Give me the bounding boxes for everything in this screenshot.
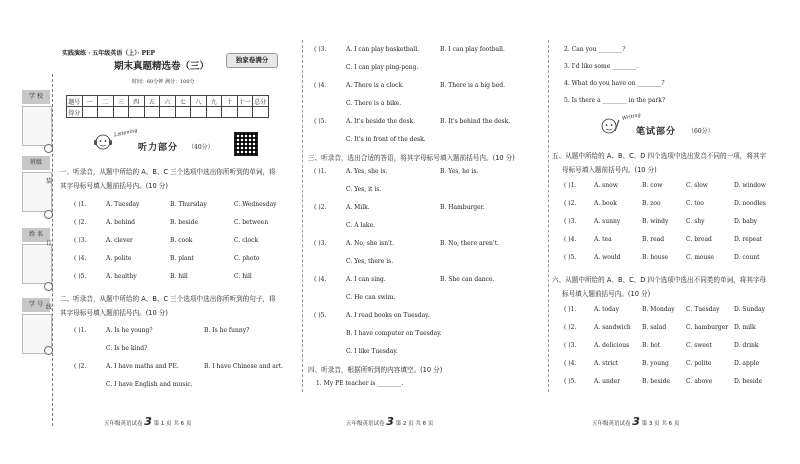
qr-code-icon[interactable]	[234, 132, 258, 156]
option-a: A. I can play basketball.	[346, 46, 420, 53]
option-b: B. I can play football.	[440, 46, 505, 53]
page-footer	[346, 415, 433, 428]
option-c: C. A lake.	[346, 222, 376, 229]
section-1-title: 一、听录音，从题中所给的 A、B、C 三个选项中选出你所听到的单词，将	[60, 168, 276, 176]
question-number[interactable]: ( )2.	[564, 324, 577, 331]
score-cell: 得分	[67, 107, 83, 118]
footer-page: 第 1 页 共 6 页	[153, 421, 192, 427]
option-c: C. clock	[234, 237, 259, 244]
binding-hole	[44, 210, 53, 219]
option-b: B. No, there aren't.	[440, 240, 499, 247]
section-2-title: 二、听录音，从题中所给的 A、B、C 三个选项中选出你所听到的句子，将	[60, 295, 276, 303]
binding-strip	[6, 34, 56, 398]
option-a: A. delicious	[594, 342, 630, 349]
option-b: B. Thursday	[170, 201, 207, 208]
page-footer	[592, 415, 679, 428]
stamp-badge: 独家卷满分	[226, 53, 278, 68]
score-input[interactable]	[113, 107, 129, 118]
writing-mascot-icon	[598, 116, 620, 136]
score-input[interactable]	[175, 107, 191, 118]
question-number[interactable]: ( )5.	[74, 273, 87, 280]
question-number[interactable]: ( )5.	[564, 378, 577, 385]
option-a: A. Tuesday	[106, 201, 140, 208]
score-input[interactable]	[237, 107, 253, 118]
footer-number: 3	[386, 415, 394, 428]
option-c: C. I like Tuesday.	[346, 348, 398, 355]
score-cell: 总分	[253, 96, 269, 107]
footer-label: 五年级英语试卷	[592, 421, 631, 427]
option-c: C. He can swim.	[346, 294, 396, 301]
section-6-title: 六、从题中所给的 A、B、C、D 四个选项中选出不同类的单词，将其字母	[552, 276, 767, 284]
option-a: A. today	[594, 306, 619, 313]
score-cell: 四	[129, 96, 145, 107]
option-b: B. I have computer on Tuesday.	[346, 330, 442, 337]
option-d: D. count	[734, 254, 760, 261]
footer-page: 第 3 页 共 6 页	[641, 421, 680, 427]
question-number[interactable]: ( )5.	[564, 254, 577, 261]
strip-tag: 订	[46, 240, 53, 247]
option-d: D. repeat	[734, 236, 763, 243]
section-5-title: 五、从题中所给的 A、B、C、D 四个选项中选出发音不同的一项，将其字	[552, 152, 767, 160]
fill-blank-question[interactable]: 4. What do you have on ________?	[564, 80, 665, 87]
listening-points: （40分）	[188, 144, 214, 151]
option-c: C. Tuesday	[686, 306, 720, 313]
page-2	[306, 34, 546, 428]
section-2-title-cont: 其字母标号填入题前括号内。(10 分)	[60, 309, 168, 317]
question-number[interactable]: ( )1.	[564, 306, 577, 313]
writing-title: 笔试部分	[636, 127, 677, 137]
section-5-title-cont: 母标号填入题前括号内。(10 分)	[562, 166, 657, 174]
score-cell: 六	[160, 96, 176, 107]
series-header: 实践演练 · 五年级英语（上）· PEP	[62, 50, 156, 57]
option-c: C. Is he kind?	[106, 345, 148, 352]
option-b: B. There is a big bed.	[440, 82, 506, 89]
option-d: D. noodles	[734, 200, 766, 207]
writing-points: （60分）	[688, 128, 714, 135]
listening-mascot-icon	[92, 132, 114, 152]
cut-line	[52, 74, 53, 426]
option-a: A. Is he young?	[106, 327, 153, 334]
option-b: B. Monday	[642, 306, 675, 313]
option-d: D. apple	[734, 360, 760, 367]
question-number[interactable]: ( )1.	[314, 168, 327, 175]
option-a: A. Milk.	[346, 204, 370, 211]
question-number[interactable]: ( )4.	[314, 82, 327, 89]
option-d: D. beside	[734, 378, 763, 385]
question-number[interactable]: ( )3.	[314, 46, 327, 53]
option-c: C. slow	[686, 182, 708, 189]
option-a: A. would	[594, 254, 621, 261]
option-a: A. I can sing.	[346, 276, 386, 283]
score-cell: 十	[222, 96, 238, 107]
page-title: 期末真题精选卷（三）	[114, 61, 210, 72]
footer-page: 第 2 页 共 6 页	[395, 421, 434, 427]
option-d: D. window	[734, 182, 766, 189]
option-b: B. beside	[642, 378, 671, 385]
option-a: A. under	[594, 378, 621, 385]
option-a: A. book	[594, 200, 617, 207]
option-d: D. Sunday	[734, 306, 766, 313]
question-number[interactable]: ( )1.	[74, 327, 87, 334]
option-c: C. polite	[686, 360, 712, 367]
option-b: B. zoo	[642, 200, 661, 207]
score-input[interactable]	[222, 107, 238, 118]
option-c: C. Wednesday	[234, 201, 277, 208]
option-c: C. photo	[234, 255, 260, 262]
strip-tag: 线	[46, 304, 53, 311]
page-1	[58, 34, 298, 428]
option-a: A. strict	[594, 360, 619, 367]
field-name-label: 姓 名	[22, 228, 50, 242]
question-number[interactable]: ( )3.	[564, 342, 577, 349]
option-c: C. It's in front of the desk.	[346, 136, 426, 143]
score-header-row	[67, 96, 269, 107]
option-a: A. sandwich	[594, 324, 631, 331]
score-input[interactable]	[253, 107, 269, 118]
score-cell: 十一	[237, 96, 253, 107]
score-cell: 五	[144, 96, 160, 107]
option-b: B. plant	[170, 255, 194, 262]
option-b: B. salad	[642, 324, 667, 331]
option-b: B. cow	[642, 182, 663, 189]
option-b: B. house	[642, 254, 669, 261]
exam-meta: 时间：60分钟 满分：100分	[132, 79, 195, 85]
writing-badge: Writing	[621, 112, 642, 122]
option-c: C. shy	[686, 218, 705, 225]
score-cell: 三	[113, 96, 129, 107]
option-c: C. I have English and music.	[106, 381, 193, 388]
fill-blank-question[interactable]: 5. Is there a ________ in the park?	[564, 97, 666, 104]
option-c: C. hill	[234, 273, 252, 280]
page-divider	[548, 40, 549, 392]
section-4-title: 四、听录音，根据所听到的内容填空。(10 分)	[308, 366, 443, 374]
question-number[interactable]: ( )4.	[564, 360, 577, 367]
option-b: B. hill	[170, 273, 188, 280]
footer-label: 五年级英语试卷	[346, 421, 385, 427]
score-input[interactable]	[82, 107, 98, 118]
question-number[interactable]: ( )2.	[74, 363, 87, 370]
score-cell: 二	[98, 96, 114, 107]
section-6-title-cont: 标号填入题前括号内。(10 分)	[562, 290, 651, 298]
field-id-label: 学 号	[22, 298, 50, 312]
option-b: B. windy	[642, 218, 669, 225]
question-number[interactable]: ( )1.	[564, 182, 577, 189]
field-class-label: 班级	[22, 156, 50, 170]
section-3-title: 三、听录音，选出合适的答语，将其字母标号填入题前括号内。(10 分)	[308, 154, 515, 162]
question-number[interactable]: ( )3.	[74, 237, 87, 244]
option-a: A. It's beside the desk.	[346, 118, 415, 125]
fill-blank-question[interactable]: 2. Can you ________?	[564, 46, 626, 53]
option-d: D. drink	[734, 342, 759, 349]
fill-blank-question[interactable]: 3. I'd like some ________.	[564, 63, 639, 70]
option-c: C. mouse	[686, 254, 714, 261]
option-a: A. I read books on Tuesday.	[346, 312, 430, 319]
option-c: C. Yes, it is.	[346, 186, 382, 193]
score-value-row	[67, 107, 269, 118]
option-b: B. I have Chinese and art.	[204, 363, 284, 370]
binding-hole	[44, 144, 53, 153]
question-number[interactable]: ( )5.	[314, 118, 327, 125]
option-b: B. beside	[170, 219, 199, 226]
option-b: B. hot	[642, 342, 661, 349]
option-a: A. clever	[106, 237, 133, 244]
footer-number: 3	[632, 415, 640, 428]
option-c: C. sweet	[686, 342, 712, 349]
option-c: C. There is a bike.	[346, 100, 402, 107]
question-number[interactable]: ( )3.	[314, 240, 327, 247]
question-number[interactable]: ( )2.	[74, 219, 87, 226]
option-b: B. Yes, he is.	[440, 168, 479, 175]
option-b: B. Is he funny?	[204, 327, 250, 334]
field-name-input[interactable]	[22, 244, 52, 284]
question-number[interactable]: ( )2.	[314, 204, 327, 211]
score-cell: 一	[82, 96, 98, 107]
option-a: A. No, she isn't.	[346, 240, 395, 247]
footer-number: 3	[144, 415, 152, 428]
option-a: A. sunny	[594, 218, 621, 225]
field-school-input[interactable]	[22, 106, 52, 146]
score-input[interactable]	[144, 107, 160, 118]
option-c: C. bread	[686, 236, 712, 243]
page-footer	[104, 415, 191, 428]
option-c: C. too	[686, 200, 704, 207]
option-a: A. I have maths and PE.	[106, 363, 179, 370]
option-b: B. cook	[170, 237, 193, 244]
score-cell: 九	[206, 96, 222, 107]
option-a: A. behind	[106, 219, 136, 226]
question-number[interactable]: ( )4.	[314, 276, 327, 283]
option-a: A. polite	[106, 255, 132, 262]
score-input[interactable]	[191, 107, 207, 118]
option-c: C. Yes, there is.	[346, 258, 394, 265]
option-a: A. healthy	[106, 273, 137, 280]
question-number[interactable]: ( )5.	[314, 312, 327, 319]
option-b: B. read	[642, 236, 665, 243]
listening-title: 听力部分	[138, 143, 179, 153]
option-b: B. It's behind the desk.	[440, 118, 511, 125]
score-input[interactable]	[160, 107, 176, 118]
field-school-label: 学 校	[22, 90, 50, 104]
question-number[interactable]: ( )4.	[74, 255, 87, 262]
score-input[interactable]	[129, 107, 145, 118]
score-input[interactable]	[98, 107, 114, 118]
question-number[interactable]: ( )4.	[564, 236, 577, 243]
page-3	[552, 34, 794, 428]
option-c: C. above	[686, 378, 713, 385]
listening-badge: Listening	[113, 127, 139, 139]
option-a: A. snow	[594, 182, 618, 189]
binding-hole	[44, 282, 53, 291]
option-d: D. baby	[734, 218, 758, 225]
option-d: D. milk	[734, 324, 756, 331]
footer-label: 五年级英语试卷	[104, 421, 143, 427]
score-input[interactable]	[206, 107, 222, 118]
option-a: A. tea	[594, 236, 612, 243]
strip-tag: 装	[46, 178, 53, 185]
option-b: B. Hamburger.	[440, 204, 485, 211]
question-number[interactable]: ( )1.	[74, 201, 87, 208]
score-cell: 八	[191, 96, 207, 107]
score-cell: 题号	[67, 96, 83, 107]
option-c: C. between	[234, 219, 269, 226]
section-1-title-cont: 其字母标号填入题前括号内。(10 分)	[60, 182, 168, 190]
question-number[interactable]: ( )3.	[564, 218, 577, 225]
binding-hole	[44, 346, 53, 355]
option-c: C. I can play ping-pong.	[346, 64, 419, 71]
score-table	[66, 95, 269, 118]
option-a: A. There is a clock.	[346, 82, 405, 89]
option-c: C. hamburger	[686, 324, 729, 331]
option-b: B. young	[642, 360, 669, 367]
fill-blank-question[interactable]: 1. My PE teacher is ________.	[316, 380, 404, 387]
score-cell: 七	[175, 96, 191, 107]
option-b: B. She can dance.	[440, 276, 495, 283]
page-divider	[302, 40, 303, 392]
option-a: A. Yes, she is.	[346, 168, 388, 175]
question-number[interactable]: ( )2.	[564, 200, 577, 207]
